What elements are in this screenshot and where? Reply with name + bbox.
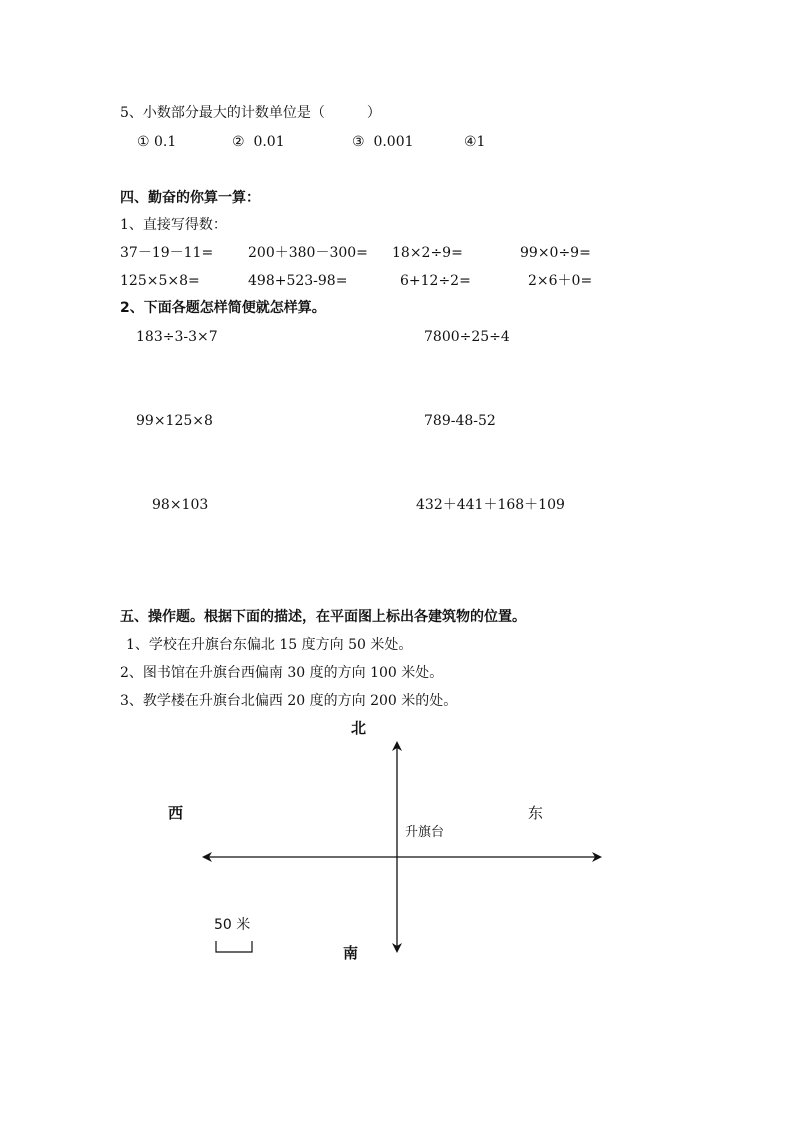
simplify-calc-3: 99×125×8 <box>136 413 213 429</box>
section4-sub2: 2、下面各题怎样简便就怎样算。 <box>120 300 326 316</box>
section5-item-3: 3、教学楼在升旗台北偏西 20 度的方向 200 米的处。 <box>120 693 458 709</box>
scale-bar <box>216 941 252 952</box>
q5-option-2: ② 0.01 <box>232 134 285 150</box>
oral-calc-2: 200＋380－300= <box>248 245 368 261</box>
section4-title: 四、勤奋的你算一算： <box>120 190 260 206</box>
section5-item-2: 2、图书馆在升旗台西偏南 30 度的方向 100 米处。 <box>120 665 444 681</box>
scale-label: 50 米 <box>214 917 251 933</box>
flagpole-label: 升旗台 <box>405 825 445 840</box>
oral-calc-1: 37－19－11= <box>120 245 214 261</box>
simplify-calc-6: 432＋441＋168＋109 <box>416 497 565 513</box>
simplify-calc-5: 98×103 <box>152 497 209 513</box>
simplify-calc-4: 789-48-52 <box>424 413 496 429</box>
simplify-calc-1: 183÷3-3×7 <box>136 329 218 345</box>
q5-option-1: ① 0.1 <box>137 134 177 150</box>
east-label: 东 <box>528 804 544 822</box>
section5-title: 五、操作题。根据下面的描述，在平面图上标出各建筑物的位置。 <box>120 609 526 625</box>
oral-calc-4: 99×0÷9= <box>520 245 591 261</box>
q5-option-4: ④1 <box>464 134 486 150</box>
oral-calc-3: 18×2÷9= <box>392 245 463 261</box>
section4-sub1: 1、直接写得数： <box>120 217 227 233</box>
west-label: 西 <box>168 804 184 822</box>
oral-calc-6: 498+523-98= <box>248 273 348 289</box>
north-label: 北 <box>351 719 367 737</box>
south-label: 南 <box>343 944 359 962</box>
oral-calc-7: 6+12÷2= <box>400 273 471 289</box>
q5-option-3: ③ 0.001 <box>352 134 414 150</box>
simplify-calc-2: 7800÷25÷4 <box>424 329 510 345</box>
oral-calc-5: 125×5×8= <box>120 273 200 289</box>
oral-calc-8: 2×6＋0= <box>528 273 593 289</box>
q5-question: 5、小数部分最大的计数单位是（ ） <box>120 105 381 121</box>
section5-item-1: 1、学校在升旗台东偏北 15 度方向 50 米处。 <box>126 637 413 653</box>
